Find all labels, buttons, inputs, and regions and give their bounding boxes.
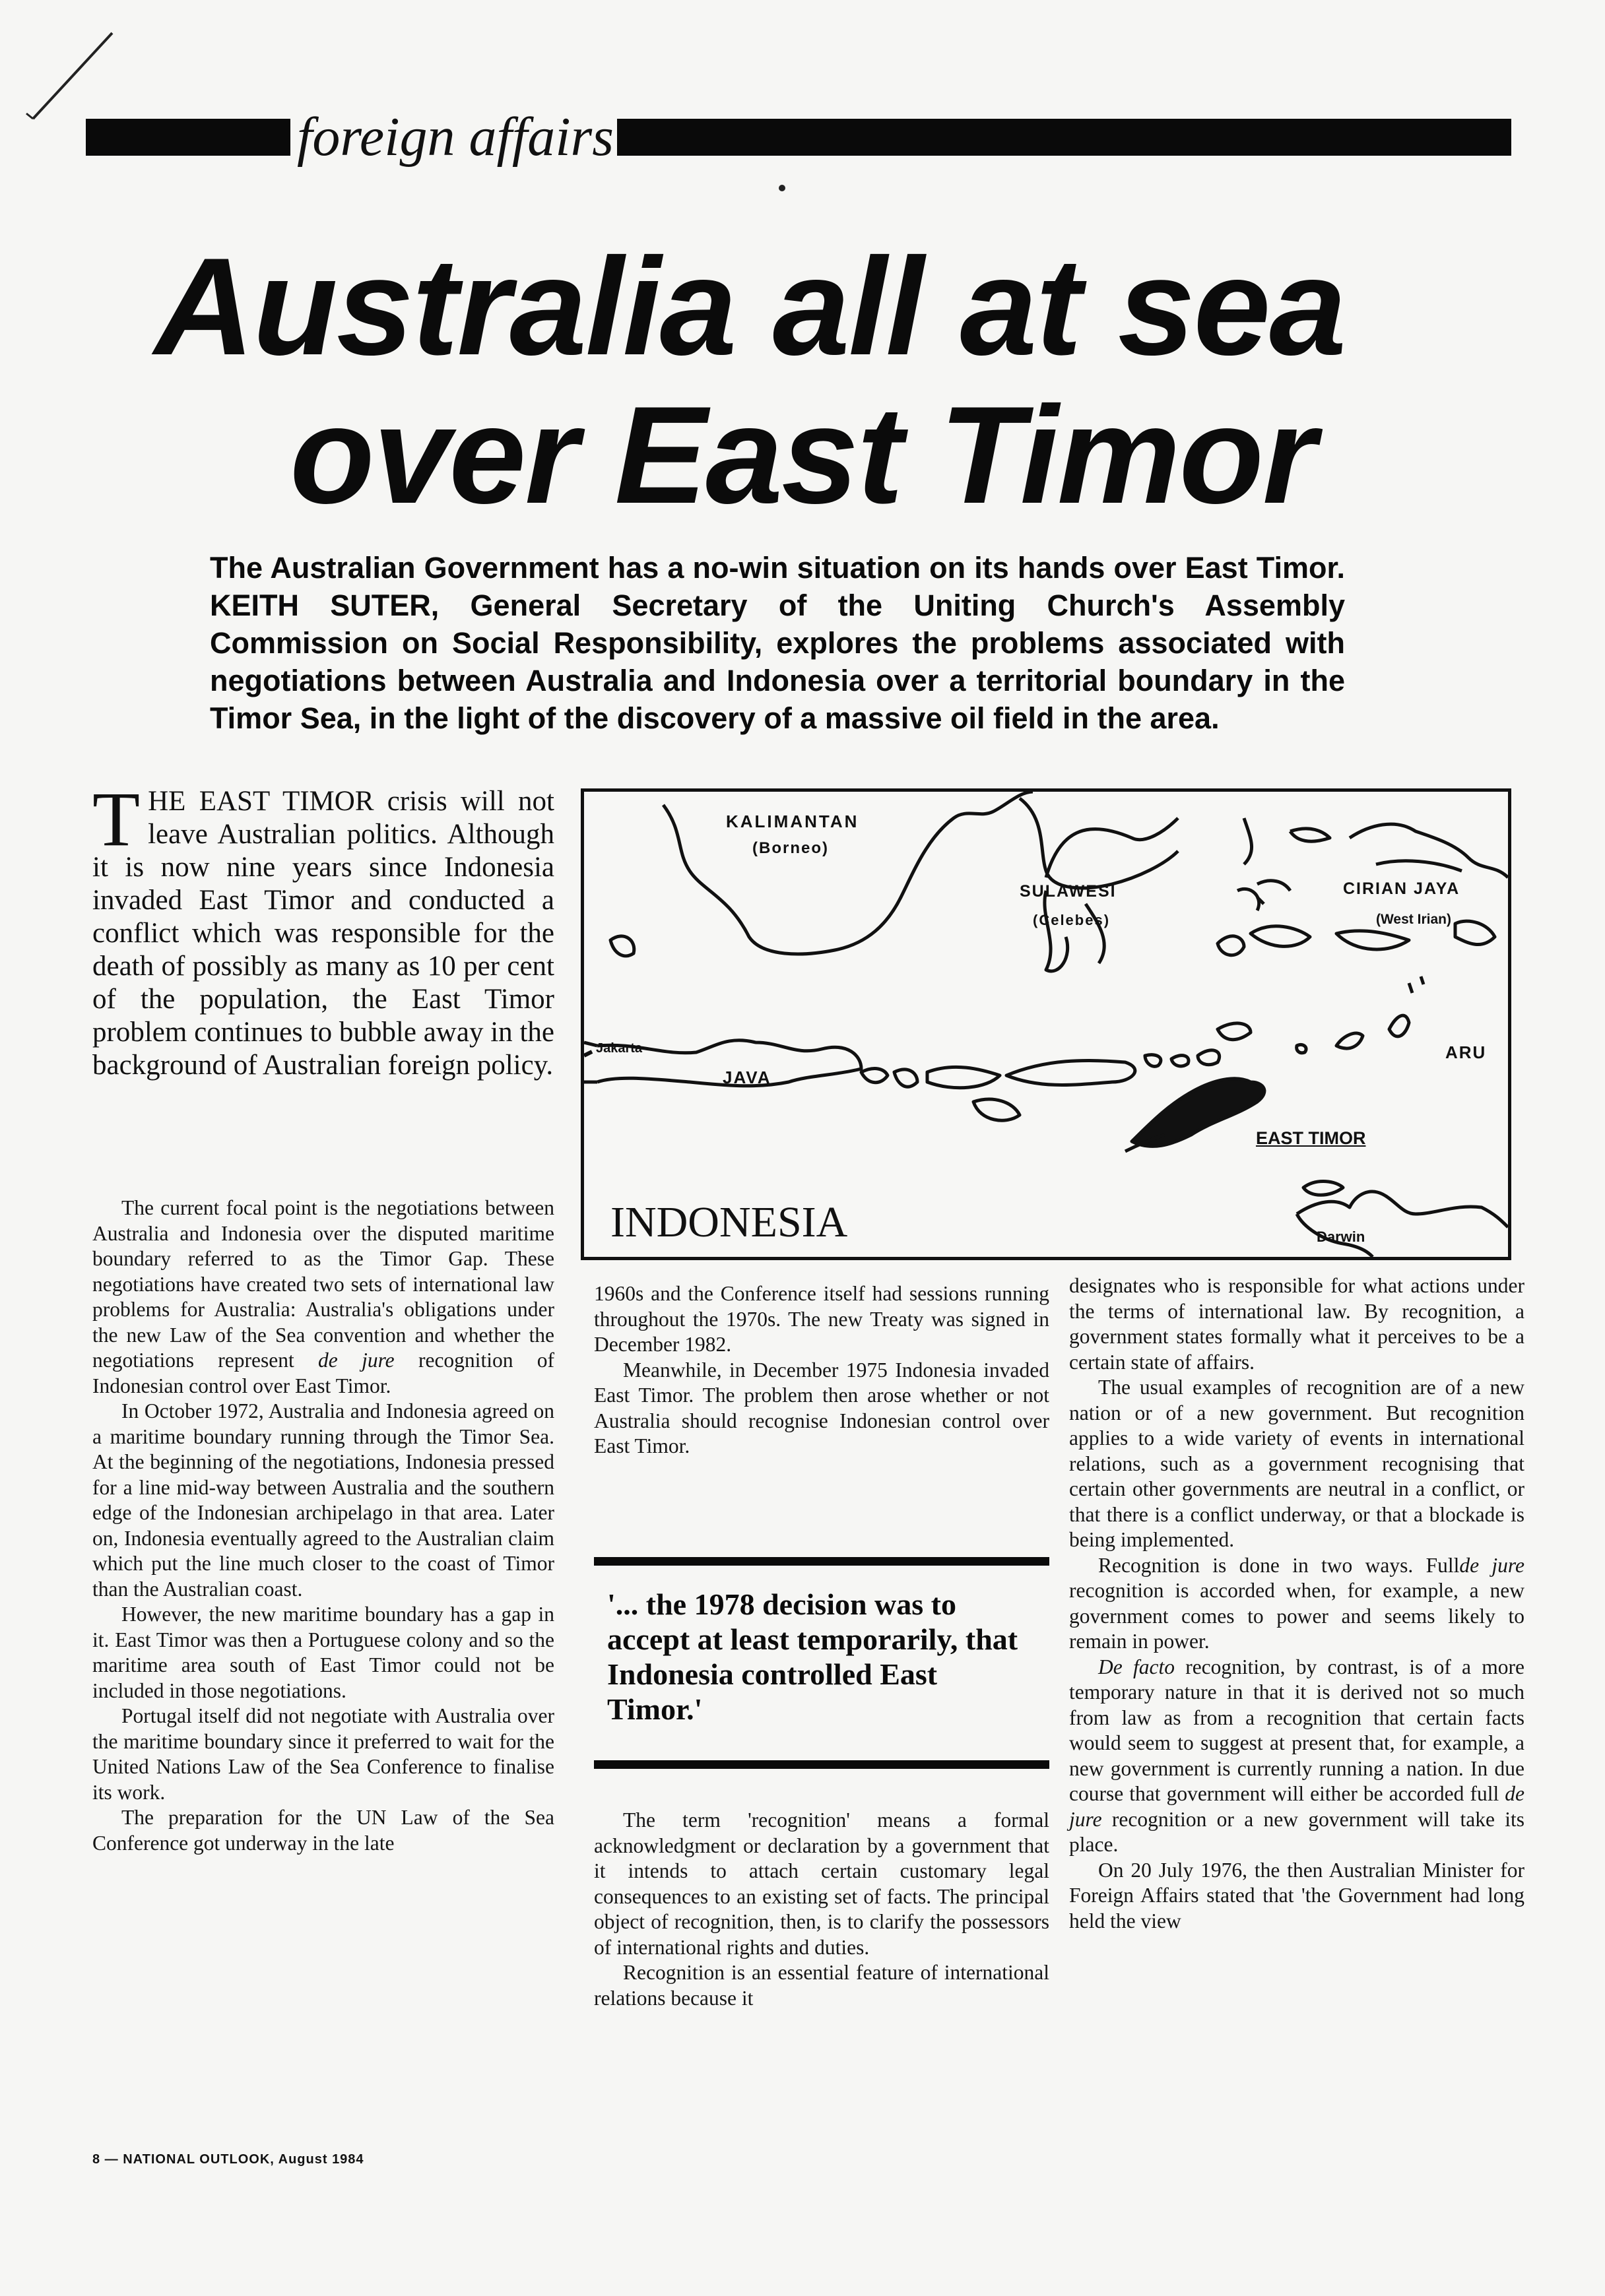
label-kalimantan: KALIMANTAN (726, 812, 859, 831)
col2-paragraph-4: Recognition is an essential feature of international relations because it (594, 1961, 1049, 2010)
timor-island (1132, 1079, 1264, 1147)
sumbawa (927, 1067, 1000, 1087)
island-d (610, 936, 634, 956)
print-dot (779, 185, 785, 191)
label-darwin: Darwin (1317, 1228, 1365, 1245)
tanimbar (1336, 1033, 1363, 1048)
section-rule-left (86, 119, 290, 156)
label-celebes: (Celebes) (1033, 912, 1111, 928)
section-rule-right (617, 119, 1511, 156)
pen-stroke-mark (20, 26, 119, 125)
headline-line-1: Australia all at sea (154, 229, 1346, 384)
label-jakarta: Jakarta (596, 1041, 643, 1056)
col1-paragraph-5: The preparation for the UN Law of the Sea Conference got underway in the late (92, 1806, 554, 1855)
col1-paragraph-3: However, the new maritime boundary has a gap in it. East Timor was then a Portuguese colony and so the maritime area south of East Timor could not be included in those negotiations. (92, 1603, 554, 1702)
col3-paragraph-3: Recognition is done in two ways. Fullde jure recognition is accorded when, for example, a new government comes to power and seems likely to remain in power. (1069, 1553, 1524, 1653)
alor-islands (1145, 1050, 1220, 1067)
label-west-irian: (West Irian) (1376, 912, 1451, 927)
maluku-islands (1244, 818, 1330, 904)
bali (861, 1069, 888, 1083)
section-label: foreign affairs (297, 106, 614, 168)
col2-paragraph-3: The term 'recognition' means a formal acknowledgment or declaration by a government that it intends to attach certain customary legal consequences to an existing set of facts. The principal object of recognition, then, is to clarify the possessors of international rights and duties. (594, 1808, 1049, 1959)
column-3 (1069, 1273, 1524, 1934)
flores (1006, 1060, 1135, 1085)
label-borneo: (Borneo) (752, 839, 829, 857)
map-title: INDONESIA (610, 1198, 848, 1246)
aru-islands (1389, 1015, 1409, 1036)
map-outline (584, 792, 1508, 1257)
island-halmahera (1237, 889, 1259, 910)
indonesia-map (581, 788, 1511, 1260)
label-east-timor: EAST TIMOR (1256, 1128, 1366, 1148)
lead-text: HE EAST TIMOR crisis will not leave Australian politics. Although it is now nine years since Indonesia invaded East Timor and conducted a conflict which was responsible for the death of possibly as many as 10 per cent of the population, the East Timor problem continues to bubble away in the background of Australian foreign policy. (92, 786, 554, 1081)
label-aru: ARU (1445, 1042, 1487, 1062)
sumba (973, 1099, 1020, 1120)
col1-paragraph-2: In October 1972, Australia and Indonesia agreed on a maritime boundary running through the Timor Sea. At the beginning of the negotiations, Indonesia pressed for a line mid-way between Australia and the southern edge of the Indonesian archipelago in that area. Later on, Indonesia eventually agreed to the Australian claim which put the line much closer to the coast of Timor than the Australian coast. (92, 1399, 554, 1601)
lead-paragraph (92, 776, 554, 1082)
australia-north-coast (1297, 1192, 1508, 1257)
col1-paragraph-4: Portugal itself did not negotiate with Australia over the maritime boundary since it preferred to wait for the United Nations Law of the Sea Conference to finalise its work. (92, 1704, 554, 1804)
island-seram (1251, 926, 1310, 947)
headline-line-2: over East Timor (290, 377, 1315, 532)
australia-melville (1303, 1182, 1343, 1196)
col3-paragraph-1: designates who is responsible for what actions under the terms of international law. By recognition, a government states formally what it perceives to be a certain state of affairs. (1069, 1274, 1524, 1374)
column-1 (92, 1196, 554, 1856)
label-java: JAVA (723, 1068, 771, 1087)
sumatra-tip (584, 1042, 597, 1082)
col1-paragraph-1: The current focal point is the negotiations between Australia and Indonesia over the disputed maritime boundary referred to as the Timor Gap. These negotiations have created two sets of international law problems for Australia: Australia's obligations under the new Law of the Sea convention and whether the negotiations represent de jure recognition of Indonesian control over East Timor. (92, 1196, 554, 1397)
standfirst: The Australian Government has a no-win situation on its hands over East Timor. KEITH SUTER, General Secretary of the Uniting Church's Assembly Commission on Social Responsibility, explores the problems associated with negotiations between Australia and Indonesia over a territorial boundary in the Timor Sea, in the light of the discovery of a massive oil field in the area. (210, 551, 1345, 735)
pullquote-rule-top (594, 1557, 1049, 1566)
pullquote: '... the 1978 decision was to accept at least temporarily, that Indonesia controlled East Timor.' (607, 1587, 1018, 1726)
kai-islands (1409, 976, 1424, 993)
lombok (894, 1069, 917, 1087)
page-footer: 8 — NATIONAL OUTLOOK, August 1984 (92, 2152, 364, 2167)
col3-paragraph-4: De facto recognition, by contrast, is of a more temporary nature in that it is derived not so much from law as from a recognition that certain facts would seem to suggest at present that, for example, a new government is currently running a nation. In due course that government will either be accorded full de jure recognition or a new government will take its place. (1069, 1655, 1525, 1856)
col2-paragraph-2: Meanwhile, in December 1975 Indonesia invaded East Timor. The problem then arose whether or not Australia should recognise Indonesian control over East Timor. (594, 1358, 1049, 1457)
column-2-upper (594, 1281, 1049, 1459)
col3-paragraph-5: On 20 July 1976, the then Australian Minister for Foreign Affairs stated that 'the Government had long held the view (1069, 1858, 1524, 1932)
column-2-lower (594, 1808, 1049, 2011)
pullquote-rule-bottom (594, 1760, 1049, 1769)
jakarta-marker (584, 1052, 592, 1056)
small-island-a (1297, 1044, 1306, 1052)
island-ce (1336, 931, 1409, 949)
col2-paragraph-1: 1960s and the Conference itself had sessions running throughout the 1970s. The new Treaty was signed in December 1982. (594, 1282, 1049, 1356)
island-buru (1218, 936, 1244, 955)
label-sulawesi: SULAWESI (1020, 882, 1117, 901)
col3-paragraph-2: The usual examples of recognition are of a new nation or of a new government. But recognition applies to a wide variety of events in international relations, such as a government recognising that certain other governments are neutral in a conflict, or that there is a conflict underway, or that a blockade is being implemented. (1069, 1376, 1524, 1551)
drop-cap: T (92, 776, 141, 862)
wetar (1218, 1023, 1251, 1040)
label-irian-jaya: CIRIAN JAYA (1343, 879, 1460, 898)
